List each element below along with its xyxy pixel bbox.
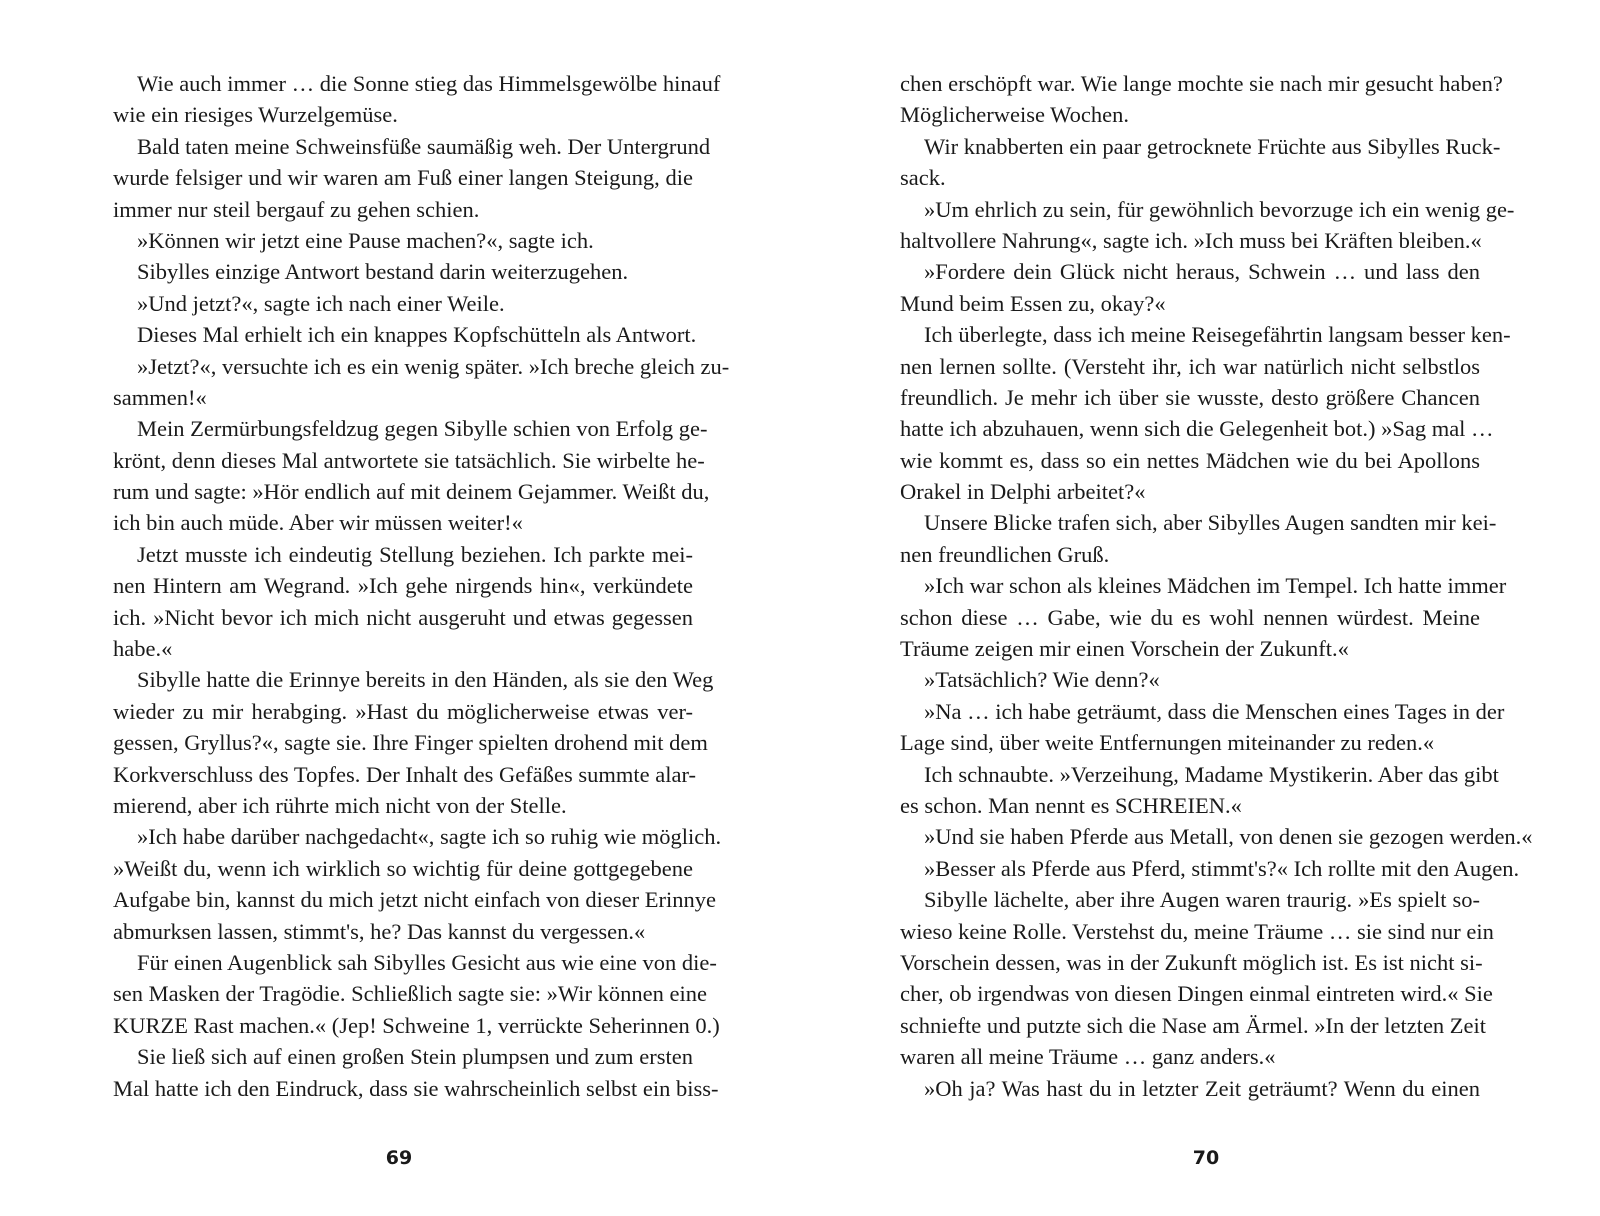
text-line: schon diese … Gabe, wie du es wohl nennen würdest. Meine bbox=[900, 604, 1480, 630]
text-line: »Oh ja? Was hast du in letzter Zeit geträumt? Wenn du einen bbox=[924, 1075, 1480, 1101]
text-line: abmurksen lassen, stimmt's, he? Das kannst du vergessen.« bbox=[113, 918, 646, 944]
text-line: cher, ob irgendwas von diesen Dingen einmal eintreten wird.« Sie bbox=[900, 981, 1493, 1007]
text-line: Sibylles einzige Antwort bestand darin weiterzugehen. bbox=[137, 259, 629, 285]
text-line: sack. bbox=[900, 165, 946, 191]
text-line: hatte ich abzuhauen, wenn sich die Gelegenheit bot.) »Sag mal … bbox=[900, 416, 1494, 442]
text-line: nen lernen sollte. (Versteht ihr, ich war natürlich nicht selbstlos bbox=[900, 353, 1480, 379]
text-line: Mal hatte ich den Eindruck, dass sie wahrscheinlich selbst ein biss- bbox=[113, 1075, 719, 1101]
text-line: sen Masken der Tragödie. Schließlich sagte sie: »Wir können eine bbox=[113, 981, 707, 1007]
text-line: es schon. Man nennt es SCHREIEN.« bbox=[900, 792, 1242, 818]
text-line: »Na … ich habe geträumt, dass die Menschen eines Tages in der bbox=[924, 698, 1505, 724]
text-line: Aufgabe bin, kannst du mich jetzt nicht einfach von dieser Erinnye bbox=[113, 887, 716, 913]
text-line: wieso keine Rolle. Verstehst du, meine Träume … sie sind nur ein bbox=[900, 918, 1494, 944]
text-line: Sie ließ sich auf einen großen Stein plumpsen und zum ersten bbox=[137, 1044, 693, 1070]
text-line: haltvollere Nahrung«, sagte ich. »Ich muss bei Kräften bleiben.« bbox=[900, 227, 1482, 253]
text-line: Sibylle lächelte, aber ihre Augen waren traurig. »Es spielt so- bbox=[924, 887, 1480, 913]
right-page-text bbox=[900, 68, 1533, 1104]
right-page bbox=[900, 68, 1533, 1104]
text-line: »Können wir jetzt eine Pause machen?«, sagte ich. bbox=[137, 227, 594, 253]
text-line: Vorschein dessen, was in der Zukunft möglich ist. Es ist nicht si- bbox=[900, 949, 1483, 975]
text-line: Korkverschluss des Topfes. Der Inhalt des Gefäßes summte alar- bbox=[113, 761, 697, 787]
text-line: mierend, aber ich rührte mich nicht von der Stelle. bbox=[113, 792, 567, 818]
text-line: Wie auch immer … die Sonne stieg das Himmelsgewölbe hinauf bbox=[137, 71, 721, 96]
text-line: Für einen Augenblick sah Sibylles Gesicht aus wie eine von die- bbox=[137, 949, 717, 975]
text-line: Mund beim Essen zu, okay?« bbox=[900, 290, 1166, 316]
text-line: wie kommt es, dass so ein nettes Mädchen wie du bei Apollons bbox=[900, 447, 1480, 473]
text-line: wurde felsiger und wir waren am Fuß einer langen Steigung, die bbox=[113, 165, 693, 191]
text-line: Jetzt musste ich eindeutig Stellung beziehen. Ich parkte mei- bbox=[137, 541, 693, 567]
text-line: freundlich. Je mehr ich über sie wusste, desto größere Chancen bbox=[900, 384, 1480, 410]
text-line: rum und sagte: »Hör endlich auf mit deinem Gejammer. Weißt du, bbox=[113, 479, 710, 505]
text-line: Mein Zermürbungsfeldzug gegen Sibylle schien von Erfolg ge- bbox=[137, 416, 708, 442]
text-line: wieder zu mir herabging. »Hast du möglicherweise etwas ver- bbox=[113, 698, 693, 724]
text-line: »Weißt du, wenn ich wirklich so wichtig für deine gottgegebene bbox=[113, 855, 693, 881]
text-line: Dieses Mal erhielt ich ein knappes Kopfschütteln als Antwort. bbox=[137, 322, 697, 348]
text-line: waren all meine Träume … ganz anders.« bbox=[900, 1044, 1276, 1070]
text-line: »Und jetzt?«, sagte ich nach einer Weile. bbox=[137, 290, 505, 316]
text-line: immer nur steil bergauf zu gehen schien. bbox=[113, 196, 480, 222]
text-line: Möglicherweise Wochen. bbox=[900, 102, 1129, 128]
left-page bbox=[113, 68, 730, 1104]
text-line: Ich überlegte, dass ich meine Reisegefährtin langsam besser ken- bbox=[924, 322, 1511, 348]
text-line: »Und sie haben Pferde aus Metall, von denen sie gezogen werden.« bbox=[924, 824, 1533, 850]
text-line: Lage sind, über weite Entfernungen miteinander zu reden.« bbox=[900, 730, 1435, 756]
text-line: »Um ehrlich zu sein, für gewöhnlich bevorzuge ich ein wenig ge- bbox=[924, 196, 1515, 222]
text-line: »Fordere dein Glück nicht heraus, Schwein … und lass den bbox=[924, 259, 1480, 285]
text-line: »Ich war schon als kleines Mädchen im Tempel. Ich hatte immer bbox=[924, 573, 1507, 599]
page-number-right: 70 bbox=[1192, 1147, 1220, 1169]
text-line: Wir knabberten ein paar getrocknete Früchte aus Sibylles Ruck- bbox=[924, 133, 1501, 159]
text-line: schniefte und putzte sich die Nase am Ärmel. »In der letzten Zeit bbox=[900, 1012, 1487, 1038]
text-line: nen Hintern am Wegrand. »Ich gehe nirgends hin«, verkündete bbox=[113, 573, 693, 599]
text-line: Sibylle hatte die Erinnye bereits in den Händen, als sie den Weg bbox=[137, 667, 714, 693]
text-line: KURZE Rast machen.« (Jep! Schweine 1, verrückte Seherinnen 0.) bbox=[113, 1012, 720, 1038]
text-line: wie ein riesiges Wurzelgemüse. bbox=[113, 102, 398, 128]
page-number-left: 69 bbox=[385, 1147, 413, 1169]
text-line: Bald taten meine Schweinsfüße saumäßig weh. Der Untergrund bbox=[137, 133, 711, 159]
text-line: Orakel in Delphi arbeitet?« bbox=[900, 479, 1146, 505]
text-line: ich. »Nicht bevor ich mich nicht ausgeruht und etwas gegessen bbox=[113, 604, 693, 630]
text-line: »Ich habe darüber nachgedacht«, sagte ich so ruhig wie möglich. bbox=[137, 824, 722, 850]
text-line: Träume zeigen mir einen Vorschein der Zukunft.« bbox=[900, 636, 1349, 662]
text-line: nen freundlichen Gruß. bbox=[900, 541, 1110, 567]
text-line: sammen!« bbox=[113, 384, 207, 410]
left-page-text bbox=[113, 68, 730, 1104]
text-line: gessen, Gryllus?«, sagte sie. Ihre Finger spielten drohend mit dem bbox=[113, 730, 708, 756]
text-line: »Besser als Pferde aus Pferd, stimmt's?« Ich rollte mit den Augen. bbox=[924, 855, 1520, 881]
text-line: Unsere Blicke trafen sich, aber Sibylles Augen sandten mir kei- bbox=[924, 510, 1497, 536]
text-line: chen erschöpft war. Wie lange mochte sie nach mir gesucht haben? bbox=[900, 71, 1503, 96]
text-line: »Jetzt?«, versuchte ich es ein wenig später. »Ich breche gleich zu- bbox=[137, 353, 730, 379]
text-line: krönt, denn dieses Mal antwortete sie tatsächlich. Sie wirbelte he- bbox=[113, 447, 705, 473]
text-line: Ich schnaubte. »Verzeihung, Madame Mystikerin. Aber das gibt bbox=[924, 761, 1499, 787]
text-line: »Tatsächlich? Wie denn?« bbox=[924, 667, 1160, 693]
text-line: habe.« bbox=[113, 636, 173, 662]
text-line: ich bin auch müde. Aber wir müssen weiter!« bbox=[113, 510, 523, 536]
